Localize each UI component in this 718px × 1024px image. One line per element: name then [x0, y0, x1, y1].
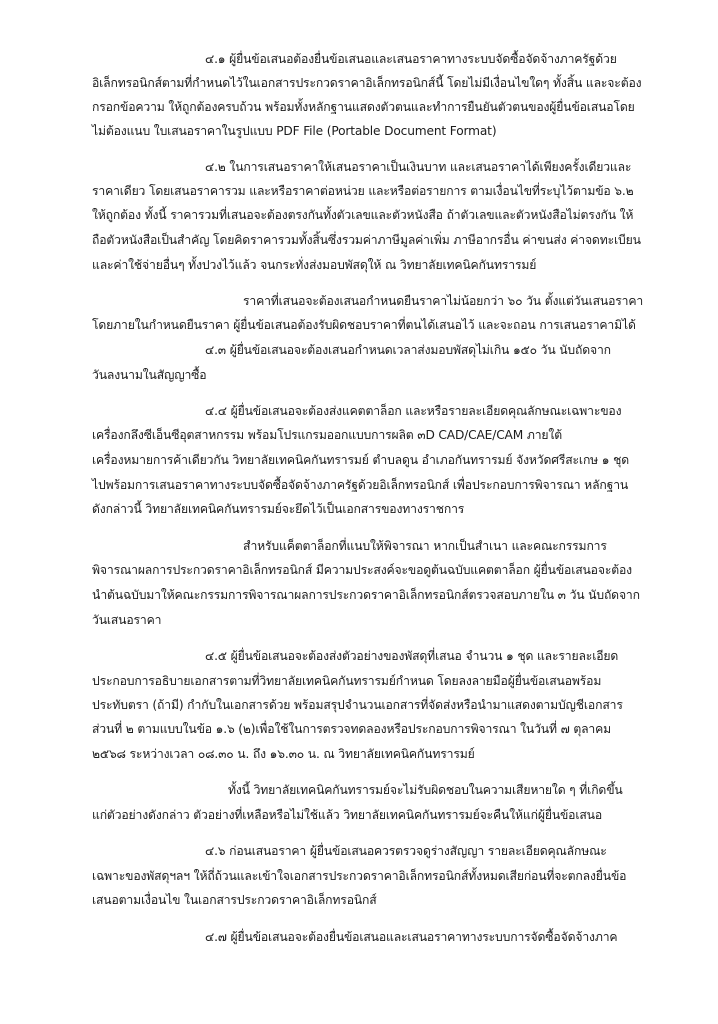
text-line: วันเสนอราคา: [92, 613, 162, 627]
text-line: สำหรับแค็ตตาล็อกที่แนบให้พิจารณา หากเป็นสำเนา และคณะกรรมการ: [243, 539, 607, 553]
text-line: ส่วนที่ ๒ ตามแบบในข้อ ๑.๖ (๒)เพื่อใช้ในการตรวจทดลองหรือประกอบการพิจารณา ในวันที่ ๗ ตุลาคม: [92, 722, 611, 736]
text-line: ราคาที่เสนอจะต้องเสนอกำหนดยืนราคาไม่น้อยกว่า ๖๐ วัน ตั้งแต่วันเสนอราคา: [243, 294, 644, 308]
text-line: กรอกข้อความ ให้ถูกต้องครบถ้วน พร้อมทั้งหลักฐานแสดงตัวตนและทำการยืนยันตัวตนของผู้ยื่นข้อเสนอโดย: [92, 100, 635, 114]
text-line: เครื่องกลึงซีเอ็นซีอุตสาหกรรม พร้อมโปรแกรมออกแบบการผลิต ๓D CAD/CAE/CAM ภายใต้: [92, 428, 562, 442]
text-line: พิจารณาผลการประกวดราคาอิเล็กทรอนิกส์ มีความประสงค์จะขอดูต้นฉบับแคตตาล็อก ผู้ยื่นข้อเสนอจะต้อง: [92, 563, 632, 577]
text-line: ราคาเดียว โดยเสนอราคารวม และหรือราคาต่อหน่วย และหรือต่อรายการ ตามเงื่อนไขที่ระบุไว้ตามข้อ ๖.๒: [92, 184, 634, 198]
text-line: ไม่ต้องแนบ ใบเสนอราคาในรูปแบบ PDF File (Portable Document Format): [92, 124, 497, 138]
text-line: และค่าใช้จ่ายอื่นๆ ทั้งปวงไว้แล้ว จนกระทั่งส่งมอบพัสดุให้ ณ วิทยาลัยเทคนิคกันทรารมย์: [92, 258, 537, 272]
text-line: ๔.๔ ผู้ยื่นข้อเสนอจะต้องส่งแคตตาล็อก และหรือรายละเอียดคุณลักษณะเฉพาะของ: [205, 404, 622, 418]
text-line: ๔.๗ ผู้ยื่นข้อเสนอจะต้องยื่นข้อเสนอและเสนอราคาทางระบบการจัดซื้อจัดจ้างภาค: [205, 930, 618, 944]
text-line: ๔.๕ ผู้ยื่นข้อเสนอจะต้องส่งตัวอย่างของพัสดุที่เสนอ จำนวน ๑ ชุด และรายละเอียด: [205, 649, 619, 663]
text-line: ๔.๖ ก่อนเสนอราคา ผู้ยื่นข้อเสนอควรตรวจดูร่างสัญญา รายละเอียดคุณลักษณะ: [205, 844, 607, 858]
text-line: ให้ถูกต้อง ทั้งนี้ ราคารวมที่เสนอจะต้องตรงกันทั้งตัวเลขและตัวหนังสือ ถ้าตัวเลขและตัวหนังสือไม่ตรงกัน ให้: [92, 208, 634, 222]
text-line: เสนอตามเงื่อนไข ในเอกสารประกวดราคาอิเล็กทรอนิกส์: [92, 893, 377, 907]
text-line: วันลงนามในสัญญาซื้อ: [92, 368, 207, 382]
text-line: อิเล็กทรอนิกส์ตามที่กำหนดไว้ในเอกสารประกวดราคาอิเล็กทรอนิกส์นี้ โดยไม่มีเงื่อนไขใดๆ ทั้งสิ้น และจะต้อง: [92, 76, 642, 90]
text-line: ไปพร้อมการเสนอราคาทางระบบจัดซื้อจัดจ้างภาครัฐด้วยอิเล็กทรอนิกส์ เพื่อประกอบการพิจารณา หลักฐาน: [92, 478, 629, 492]
text-line: ดังกล่าวนี้ วิทยาลัยเทคนิคกันทรารมย์จะยึดไว้เป็นเอกสารของทางราชการ: [92, 502, 465, 516]
text-line: ประทับตรา (ถ้ามี) กำกับในเอกสารด้วย พร้อมสรุปจำนวนเอกสารที่จัดส่งหรือนำมาแสดงตามบัญชีเอกสาร: [92, 698, 623, 712]
text-line: เครื่องหมายการค้าเดียวกัน วิทยาลัยเทคนิคกันทรารมย์ ตำบลดูน อำเภอกันทรารมย์ จังหวัดศรีสะเกษ ๑ ชุด: [92, 453, 629, 467]
text-line: เฉพาะของพัสดุฯลฯ ให้ถี่ถ้วนและเข้าใจเอกสารประกวดราคาอิเล็กทรอนิกส์ทั้งหมดเสียก่อนที่จะตกลงยื่นข้อ: [92, 869, 627, 883]
text-line: ๔.๓ ผู้ยื่นข้อเสนอจะต้องเสนอกำหนดเวลาส่งมอบพัสดุไม่เกิน ๑๕๐ วัน นับถัดจาก: [205, 343, 611, 357]
text-line: ๒๕๖๘ ระหว่างเวลา ๐๘.๓๐ น. ถึง ๑๖.๓๐ น. ณ วิทยาลัยเทคนิคกันทรารมย์: [92, 747, 475, 761]
text-line: โดยภายในกำหนดยืนราคา ผู้ยื่นข้อเสนอต้องรับผิดชอบราคาที่ตนได้เสนอไว้ และจะถอน การเสนอราคามิได้: [92, 318, 636, 332]
text-line: แก่ตัวอย่างดังกล่าว ตัวอย่างที่เหลือหรือไม่ใช้แล้ว วิทยาลัยเทคนิคกันทรารมย์จะคืนให้แก่ผู้ยื่นข้อเสนอ: [92, 808, 603, 822]
text-line: ถือตัวหนังสือเป็นสำคัญ โดยคิดราคารวมทั้งสิ้นซึ่งรวมค่าภาษีมูลค่าเพิ่ม ภาษีอากรอื่น ค่าขนส่ง ค่าจดทะเบียน: [92, 233, 641, 247]
text-line: ทั้งนี้ วิทยาลัยเทคนิคกันทรารมย์จะไม่รับผิดชอบในความเสียหายใด ๆ ที่เกิดขึ้น: [228, 783, 623, 797]
text-line: ๔.๒ ในการเสนอราคาให้เสนอราคาเป็นเงินบาท และเสนอราคาได้เพียงครั้งเดียวและ: [205, 160, 632, 174]
text-line: ประกอบการอธิบายเอกสารตามที่วิทยาลัยเทคนิคกันทรารมย์กำหนด โดยลงลายมือผู้ยื่นข้อเสนอพร้อม: [92, 674, 602, 688]
text-line: นำต้นฉบับมาให้คณะกรรมการพิจารณาผลการประกวดราคาอิเล็กทรอนิกส์ตรวจสอบภายใน ๓ วัน นับถัดจาก: [92, 588, 640, 602]
text-line: ๔.๑ ผู้ยื่นข้อเสนอต้องยื่นข้อเสนอและเสนอราคาทางระบบจัดซื้อจัดจ้างภาครัฐด้วย: [205, 52, 617, 66]
